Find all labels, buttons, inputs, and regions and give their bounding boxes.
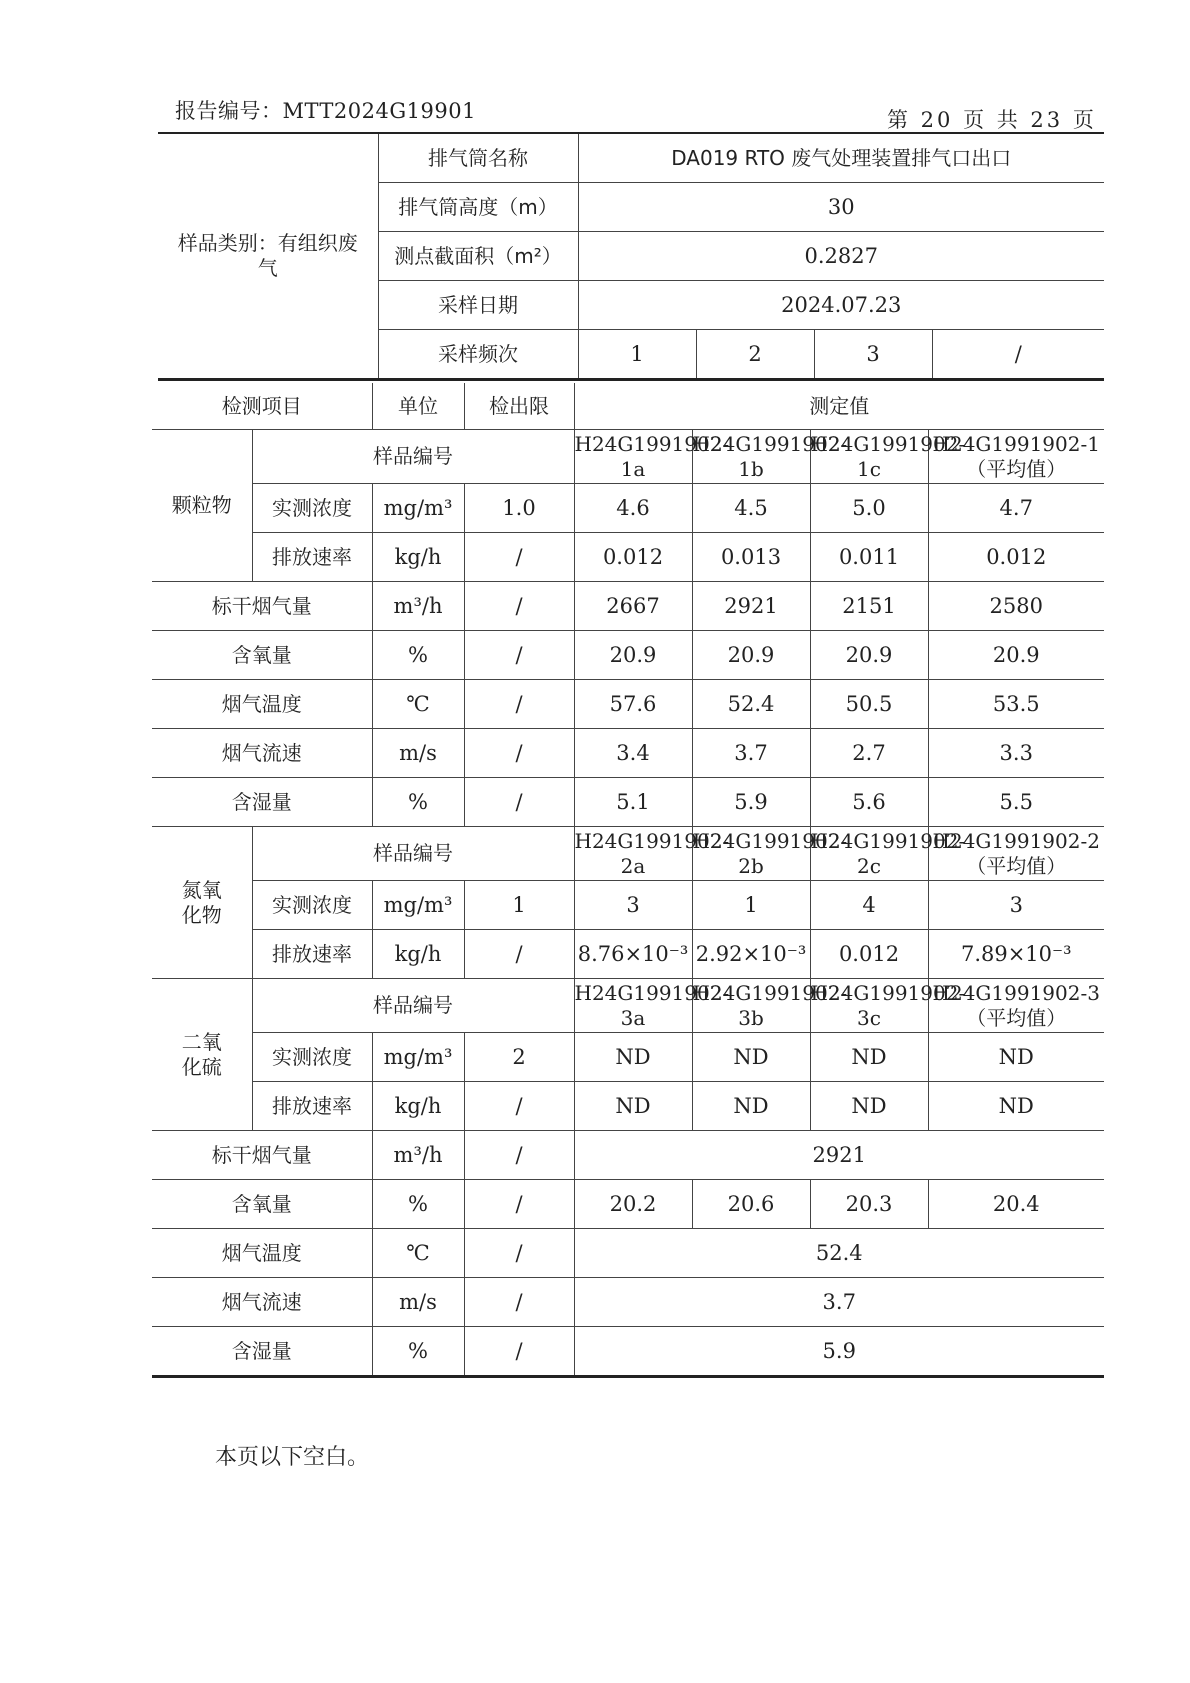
unit: kg/h <box>372 1082 464 1131</box>
page-number: 第 20 页 共 23 页 <box>887 108 1097 132</box>
value: 2151 <box>810 582 928 631</box>
value: 20.4 <box>928 1180 1104 1229</box>
unit: kg/h <box>372 930 464 979</box>
param-name: 含氧量 <box>152 1180 372 1229</box>
col-limit: 检出限 <box>464 383 574 430</box>
so2-name: 二氧化硫 <box>152 979 252 1131</box>
unit: kg/h <box>372 533 464 582</box>
sampling-date: 2024.07.23 <box>578 281 1104 330</box>
value: 3.4 <box>574 729 692 778</box>
value: 57.6 <box>574 680 692 729</box>
unit: m³/h <box>372 582 464 631</box>
report-number: 报告编号：MTT2024G19901 <box>175 99 476 123</box>
stack-name: DA019 RTO 废气处理装置排气口出口 <box>578 133 1104 183</box>
value: 20.9 <box>928 631 1104 680</box>
value: 3.3 <box>928 729 1104 778</box>
value: 20.9 <box>810 631 928 680</box>
col-unit: 单位 <box>372 383 464 430</box>
sample-category: 样品类别：有组织废气 <box>158 133 378 380</box>
sample-id: H24G1991902-2（平均值） <box>928 827 1104 881</box>
value: 2.7 <box>810 729 928 778</box>
sample-id: H24G1991902-3c <box>810 979 928 1033</box>
value: 50.5 <box>810 680 928 729</box>
unit: ℃ <box>372 680 464 729</box>
value: 52.4 <box>574 1229 1104 1278</box>
measured-label: 实测浓度 <box>252 484 372 533</box>
results-table <box>152 383 1104 1378</box>
sample-no-label: 样品编号 <box>252 827 574 881</box>
param-name: 烟气流速 <box>152 1278 372 1327</box>
limit: 2 <box>464 1033 574 1082</box>
value: 3.7 <box>692 729 810 778</box>
unit: mg/m³ <box>372 881 464 930</box>
sample-id: H24G1991902-1（平均值） <box>928 430 1104 484</box>
date-label: 采样日期 <box>378 281 578 330</box>
param-name: 烟气流速 <box>152 729 372 778</box>
value: 0.012 <box>810 930 928 979</box>
value: ND <box>692 1033 810 1082</box>
limit: / <box>464 1327 574 1377</box>
value: 2.92×10⁻³ <box>692 930 810 979</box>
value: 5.6 <box>810 778 928 827</box>
sample-id: H24G1991902-1b <box>692 430 810 484</box>
param-name: 烟气温度 <box>152 1229 372 1278</box>
stack-name-label: 排气筒名称 <box>378 133 578 183</box>
value: 5.1 <box>574 778 692 827</box>
value: ND <box>574 1082 692 1131</box>
value: 20.9 <box>574 631 692 680</box>
unit: % <box>372 778 464 827</box>
limit: / <box>464 1082 574 1131</box>
sample-id: H24G1991902-2b <box>692 827 810 881</box>
value: 5.9 <box>574 1327 1104 1377</box>
sample-id: H24G1991902-2c <box>810 827 928 881</box>
value: 4 <box>810 881 928 930</box>
unit: m/s <box>372 729 464 778</box>
rate-label: 排放速率 <box>252 533 372 582</box>
area: 0.2827 <box>578 232 1104 281</box>
value: ND <box>928 1033 1104 1082</box>
area-label: 测点截面积（m²） <box>378 232 578 281</box>
value: 2580 <box>928 582 1104 631</box>
unit: % <box>372 1327 464 1377</box>
freq-1: 1 <box>578 330 696 380</box>
sample-id: H24G1991902-2a <box>574 827 692 881</box>
value: ND <box>810 1082 928 1131</box>
unit: m/s <box>372 1278 464 1327</box>
value: 52.4 <box>692 680 810 729</box>
unit: mg/m³ <box>372 1033 464 1082</box>
measured-label: 实测浓度 <box>252 881 372 930</box>
sample-info-table <box>158 132 1104 381</box>
unit: % <box>372 631 464 680</box>
sample-no-label: 样品编号 <box>252 979 574 1033</box>
freq-4: / <box>932 330 1104 380</box>
value: 7.89×10⁻³ <box>928 930 1104 979</box>
rate-label: 排放速率 <box>252 930 372 979</box>
limit: / <box>464 680 574 729</box>
limit: / <box>464 533 574 582</box>
unit: ℃ <box>372 1229 464 1278</box>
value: 5.9 <box>692 778 810 827</box>
param-name: 含湿量 <box>152 1327 372 1377</box>
value: ND <box>810 1033 928 1082</box>
value: 2667 <box>574 582 692 631</box>
value: 0.012 <box>928 533 1104 582</box>
value: 3 <box>928 881 1104 930</box>
particulate-name: 颗粒物 <box>152 430 252 582</box>
sample-id: H24G1991902-3a <box>574 979 692 1033</box>
blank-notice: 本页以下空白。 <box>215 1445 370 1470</box>
param-name: 含湿量 <box>152 778 372 827</box>
sample-id: H24G1991902-1c <box>810 430 928 484</box>
limit: / <box>464 1278 574 1327</box>
value: 0.011 <box>810 533 928 582</box>
sample-id: H24G1991902-3b <box>692 979 810 1033</box>
value: 2921 <box>692 582 810 631</box>
value: 20.9 <box>692 631 810 680</box>
limit: / <box>464 778 574 827</box>
value: 0.012 <box>574 533 692 582</box>
value: 0.013 <box>692 533 810 582</box>
value: 3.7 <box>574 1278 1104 1327</box>
value: 4.7 <box>928 484 1104 533</box>
value: 2921 <box>574 1131 1104 1180</box>
limit: / <box>464 729 574 778</box>
value: 5.5 <box>928 778 1104 827</box>
value: 53.5 <box>928 680 1104 729</box>
value: 5.0 <box>810 484 928 533</box>
value: ND <box>574 1033 692 1082</box>
value: ND <box>928 1082 1104 1131</box>
stack-height: 30 <box>578 183 1104 232</box>
limit: 1.0 <box>464 484 574 533</box>
stack-height-label: 排气筒高度（m） <box>378 183 578 232</box>
param-name: 标干烟气量 <box>152 582 372 631</box>
col-item: 检测项目 <box>152 383 372 430</box>
value: 4.6 <box>574 484 692 533</box>
value: 20.6 <box>692 1180 810 1229</box>
sample-id: H24G1991902-1a <box>574 430 692 484</box>
value: 20.3 <box>810 1180 928 1229</box>
rate-label: 排放速率 <box>252 1082 372 1131</box>
param-name: 含氧量 <box>152 631 372 680</box>
param-name: 标干烟气量 <box>152 1131 372 1180</box>
value: 8.76×10⁻³ <box>574 930 692 979</box>
value: 3 <box>574 881 692 930</box>
nox-name: 氮氧化物 <box>152 827 252 979</box>
limit: / <box>464 631 574 680</box>
freq-3: 3 <box>814 330 932 380</box>
unit: mg/m³ <box>372 484 464 533</box>
limit: 1 <box>464 881 574 930</box>
value: ND <box>692 1082 810 1131</box>
value: 1 <box>692 881 810 930</box>
freq-label: 采样频次 <box>378 330 578 380</box>
param-name: 烟气温度 <box>152 680 372 729</box>
freq-2: 2 <box>696 330 814 380</box>
sample-no-label: 样品编号 <box>252 430 574 484</box>
unit: % <box>372 1180 464 1229</box>
value: 20.2 <box>574 1180 692 1229</box>
limit: / <box>464 1180 574 1229</box>
sample-id: H24G1991902-3（平均值） <box>928 979 1104 1033</box>
unit: m³/h <box>372 1131 464 1180</box>
col-values: 测定值 <box>574 383 1104 430</box>
limit: / <box>464 930 574 979</box>
measured-label: 实测浓度 <box>252 1033 372 1082</box>
value: 4.5 <box>692 484 810 533</box>
limit: / <box>464 582 574 631</box>
limit: / <box>464 1229 574 1278</box>
limit: / <box>464 1131 574 1180</box>
